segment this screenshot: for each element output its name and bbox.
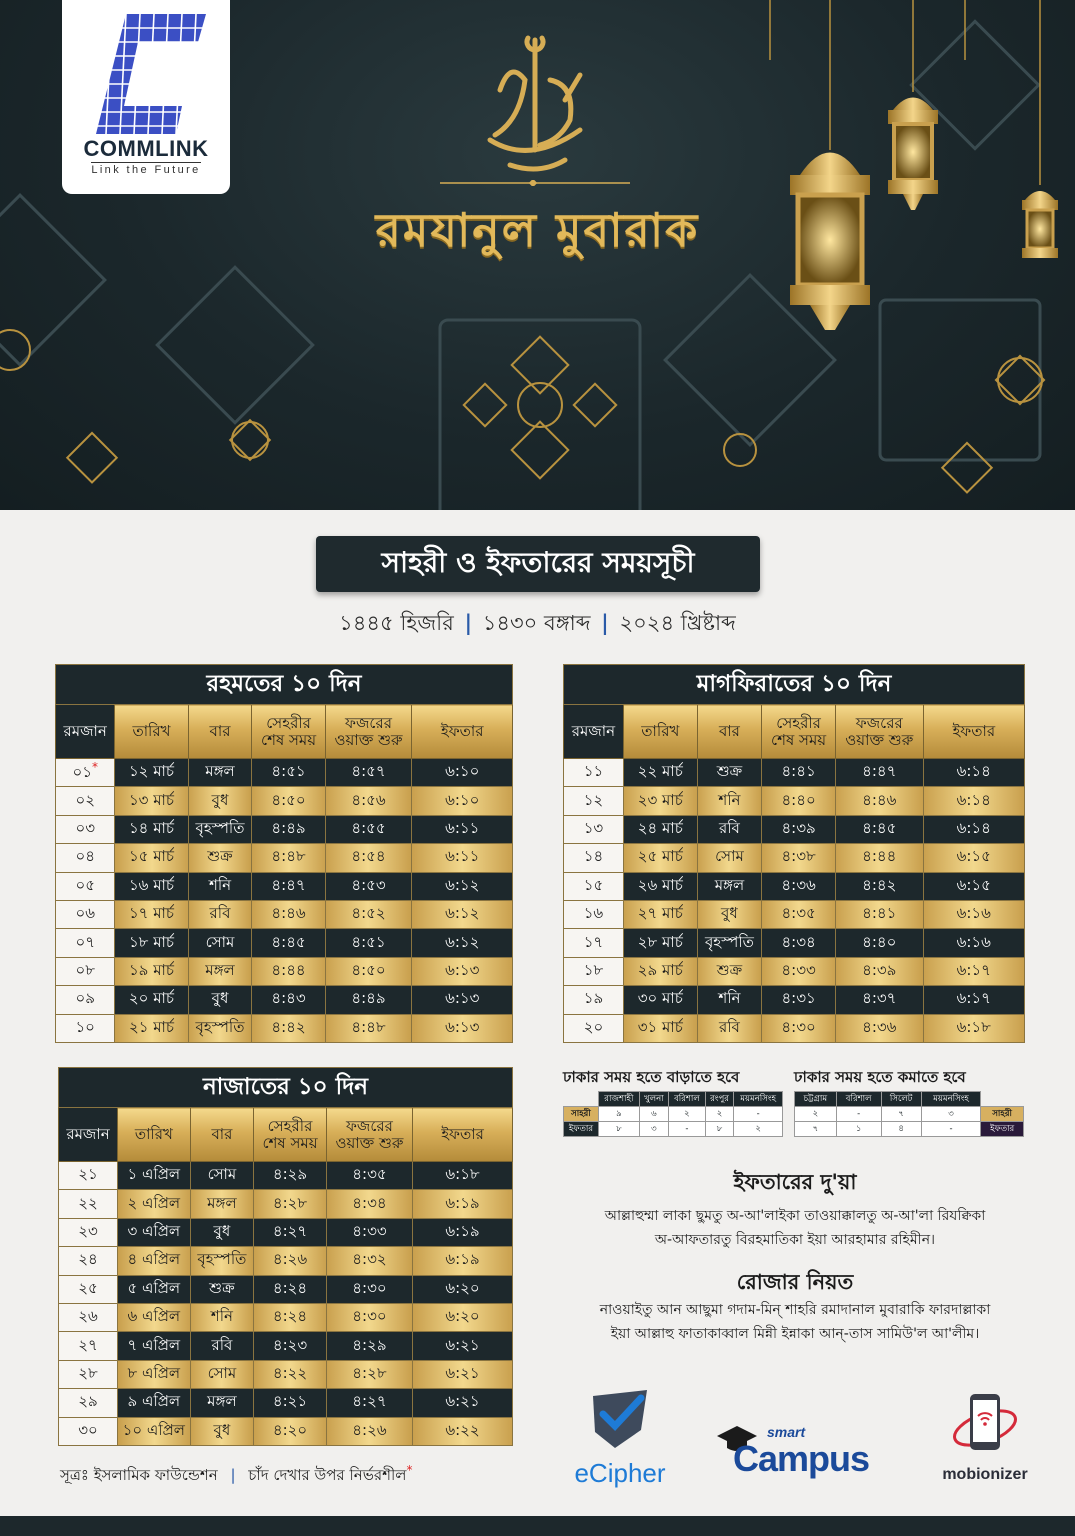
- niyat-title: রোজার নিয়ত: [736, 1269, 854, 1294]
- date-cell: ৩ এপ্রিল: [118, 1218, 191, 1246]
- sehri-cell: ৪:৪২: [252, 1014, 325, 1042]
- ramadan-day: ৩০: [59, 1417, 118, 1445]
- ramadan-day: ০৯: [56, 986, 115, 1014]
- ramadan-day: ১৬: [564, 900, 624, 928]
- date-cell: ২৯ মার্চ: [623, 957, 697, 985]
- sehri-cell: ৪:৩১: [762, 986, 836, 1014]
- city: সিলেট: [881, 1092, 921, 1107]
- day-cell: বৃহস্পতি: [190, 1247, 254, 1275]
- day-cell: রবি: [697, 815, 762, 843]
- schedule-title: সাহরী ও ইফতারের সময়সূচী: [316, 536, 760, 592]
- date-cell: ৩০ মার্চ: [623, 986, 697, 1014]
- commlink-c-icon: [86, 14, 206, 134]
- date-cell: ১৩ মার্চ: [115, 787, 188, 815]
- fajr-cell: ৪:২৮: [326, 1360, 412, 1388]
- date-cell: ২০ মার্চ: [115, 986, 188, 1014]
- day-cell: বুধ: [697, 900, 762, 928]
- day-cell: সোম: [188, 929, 252, 957]
- ramadan-day: ০৫: [56, 872, 115, 900]
- day-cell: শনি: [190, 1303, 254, 1331]
- year-hijri: ১৪৪৫ হিজরি: [339, 611, 454, 635]
- niyat-line: ইয়া আল্লাহু ফাতাকাব্বাল মিন্নী ইন্নাকা আন্-তাস সামিউ'ল আ'লীম।: [610, 1326, 980, 1342]
- ecipher-name: eCipher: [574, 1458, 666, 1488]
- date-cell: ৩১ মার্চ: [623, 1014, 697, 1042]
- table-row: [564, 759, 1025, 787]
- smartphone-wifi-icon: [950, 1390, 1020, 1460]
- date-cell: ২৫ মার্চ: [623, 844, 697, 872]
- day-cell: শুক্র: [190, 1275, 254, 1303]
- date-cell: ৪ এপ্রিল: [118, 1247, 191, 1275]
- col-date: তারিখ: [118, 1108, 191, 1162]
- sehri-cell: ৪:৩৬: [762, 872, 836, 900]
- fajr-cell: ৪:৫৬: [325, 787, 412, 815]
- sehri-cell: ৪:২৭: [254, 1218, 327, 1246]
- fajr-cell: ৪:২৯: [326, 1332, 412, 1360]
- sehri-cell: ৪:৩৯: [762, 815, 836, 843]
- date-cell: ৯ এপ্রিল: [118, 1389, 191, 1417]
- sehri-cell: ৪:৪৯: [252, 815, 325, 843]
- day-cell: বুধ: [190, 1218, 254, 1246]
- city: বরিশাল: [836, 1092, 881, 1107]
- col-iftar: ইফতার: [413, 1108, 513, 1162]
- ramadan-day: ২৭: [59, 1332, 118, 1360]
- maghfirat-table: [563, 664, 1025, 1043]
- table-row: [56, 872, 513, 900]
- table-row: [59, 1389, 513, 1417]
- table-row: [564, 900, 1025, 928]
- table-row: [56, 1014, 513, 1042]
- fajr-cell: ৪:৩০: [326, 1303, 412, 1331]
- adjust-sub-table: চট্টগ্রাম বরিশাল সিলেট ময়মনসিংহ ২ - ৭ ৩ সাহরী ৭ ১ ৪ - ইফতার: [794, 1091, 1024, 1137]
- date-cell: ২৪ মার্চ: [623, 815, 697, 843]
- date-cell: ২২ মার্চ: [623, 759, 697, 787]
- fajr-cell: ৪:৪২: [835, 872, 923, 900]
- day-cell: রবি: [697, 1014, 762, 1042]
- table-row: [564, 872, 1025, 900]
- year-line: [0, 607, 1075, 642]
- fajr-cell: ৪:৩৭: [835, 986, 923, 1014]
- table-row: [56, 957, 513, 985]
- fajr-cell: ৪:৫২: [325, 900, 412, 928]
- adjust-add-title: ঢাকার সময় হতে বাড়াতে হবে: [563, 1068, 740, 1086]
- iftar-cell: ৬:১৩: [412, 957, 513, 985]
- ramadan-day: ১১: [564, 759, 624, 787]
- dua-title: ইফতারের দু'য়া: [733, 1169, 857, 1194]
- table-row: [59, 1190, 513, 1218]
- fajr-cell: ৪:৩৪: [326, 1190, 412, 1218]
- date-cell: ১৪ মার্চ: [115, 815, 188, 843]
- iftar-cell: ৬:১৯: [413, 1247, 513, 1275]
- separator: |: [601, 610, 609, 635]
- table-row: [564, 1014, 1025, 1042]
- fajr-cell: ৪:৫৩: [325, 872, 412, 900]
- table-row: [56, 844, 513, 872]
- day-cell: সোম: [190, 1360, 254, 1388]
- ramadan-day: ১৩: [564, 815, 624, 843]
- ramadan-day: ০৮: [56, 957, 115, 985]
- table-row: [56, 815, 513, 843]
- sehri-label: সাহরী: [564, 1107, 599, 1122]
- table-row: [56, 759, 513, 787]
- iftar-cell: ৬:১৭: [923, 986, 1024, 1014]
- niyat-text: [555, 1298, 1035, 1346]
- col-fajr: ফজরের ওয়াক্ত শুরু: [326, 1108, 412, 1162]
- table-row: [59, 1162, 513, 1190]
- table-title: নাজাতের ১০ দিন: [59, 1068, 513, 1108]
- col-iftar: ইফতার: [923, 705, 1024, 759]
- col-day: বার: [697, 705, 762, 759]
- moon-note: চাঁদ দেখার উপর নির্ভরশীল: [248, 1466, 407, 1484]
- city: চট্টগ্রাম: [795, 1092, 837, 1107]
- day-cell: শুক্র: [188, 844, 252, 872]
- iftar-cell: ৬:১৪: [923, 815, 1024, 843]
- sehri-cell: ৪:২৮: [254, 1190, 327, 1218]
- fajr-cell: ৪:৩০: [326, 1275, 412, 1303]
- fajr-cell: ৪:৩৬: [835, 1014, 923, 1042]
- col-ramadan: রমজান: [564, 705, 624, 759]
- date-cell: ২৮ মার্চ: [623, 929, 697, 957]
- sehri-cell: ৪:২০: [254, 1417, 327, 1445]
- table-row: [59, 1218, 513, 1246]
- sehri-cell: ৪:৩৪: [762, 929, 836, 957]
- day-cell: মঙ্গল: [188, 759, 252, 787]
- table-row: [564, 787, 1025, 815]
- table-row: [56, 900, 513, 928]
- large-lantern-icon: [790, 153, 870, 331]
- ramadan-day: ২০: [564, 1014, 624, 1042]
- source-text: সূত্রঃ ইসলামিক ফাউন্ডেশন: [60, 1466, 218, 1484]
- ramadan-day: ০৪: [56, 844, 115, 872]
- table-row: [56, 986, 513, 1014]
- iftar-cell: ৬:১২: [412, 900, 513, 928]
- iftar-cell: ৬:১৬: [923, 929, 1024, 957]
- day-cell: সোম: [697, 844, 762, 872]
- iftar-cell: ৬:১৮: [923, 1014, 1024, 1042]
- city: খুলনা: [639, 1092, 668, 1107]
- sehri-cell: ৪:৩০: [762, 1014, 836, 1042]
- sehri-cell: ৪:৪৭: [252, 872, 325, 900]
- ramadan-day: ১৫: [564, 872, 624, 900]
- table-row: [564, 986, 1025, 1014]
- sehri-cell: ৪:৪৩: [252, 986, 325, 1014]
- fajr-cell: ৪:৪৭: [835, 759, 923, 787]
- smart-label: smart: [767, 1424, 806, 1440]
- day-cell: বৃহস্পতি: [188, 1014, 252, 1042]
- separator: |: [230, 1466, 236, 1484]
- fajr-cell: ৪:৪৫: [835, 815, 923, 843]
- campus-name: Campus: [733, 1438, 870, 1479]
- iftar-cell: ৬:১৩: [412, 1014, 513, 1042]
- ramadan-day: ২৮: [59, 1360, 118, 1388]
- ramadan-day: ১২: [564, 787, 624, 815]
- sehri-cell: ৪:৫০: [252, 787, 325, 815]
- ramadan-day: ২৬: [59, 1303, 118, 1331]
- col-sehri: সেহরীর শেষ সময়: [252, 705, 325, 759]
- ramadan-day: ২৫: [59, 1275, 118, 1303]
- date-cell: ২১ মার্চ: [115, 1014, 188, 1042]
- sehri-cell: ৪:৪৫: [252, 929, 325, 957]
- fajr-cell: ৪:৪৮: [325, 1014, 412, 1042]
- table-row: [59, 1275, 513, 1303]
- iftar-cell: ৬:১১: [412, 815, 513, 843]
- iftar-cell: ৬:২০: [413, 1303, 513, 1331]
- date-cell: ২৩ মার্চ: [623, 787, 697, 815]
- iftar-cell: ৬:২০: [413, 1275, 513, 1303]
- table-row: [59, 1247, 513, 1275]
- fajr-cell: ৪:৩৯: [835, 957, 923, 985]
- iftar-cell: ৬:১৫: [923, 844, 1024, 872]
- iftar-cell: ৬:১২: [412, 929, 513, 957]
- ramadan-day: ২৩: [59, 1218, 118, 1246]
- fajr-cell: ৪:৫০: [325, 957, 412, 985]
- separator: |: [464, 610, 473, 635]
- date-cell: ১৭ মার্চ: [115, 900, 188, 928]
- date-cell: ১২ মার্চ: [115, 759, 188, 787]
- iftar-cell: ৬:১৫: [923, 872, 1024, 900]
- date-cell: ১ এপ্রিল: [118, 1162, 191, 1190]
- year-bangla: ১৪৩০ বঙ্গাব্দ: [482, 611, 591, 635]
- fajr-cell: ৪:৩২: [326, 1247, 412, 1275]
- sehri-cell: ৪:৪১: [762, 759, 836, 787]
- commlink-logo: [62, 0, 230, 194]
- col-date: তারিখ: [623, 705, 697, 759]
- col-ramadan: রমজান: [56, 705, 115, 759]
- date-cell: ৬ এপ্রিল: [118, 1303, 191, 1331]
- table-title: মাগফিরাতের ১০ দিন: [564, 665, 1025, 705]
- col-day: বার: [188, 705, 252, 759]
- col-day: বার: [190, 1108, 254, 1162]
- rahmat-table: [55, 664, 513, 1043]
- table-row: [564, 844, 1025, 872]
- fajr-cell: ৪:৩৩: [326, 1218, 412, 1246]
- fajr-cell: ৪:৪১: [835, 900, 923, 928]
- iftar-cell: ৬:১০: [412, 759, 513, 787]
- day-cell: শনি: [697, 986, 762, 1014]
- day-cell: রবি: [188, 900, 252, 928]
- niyat-line: নাওয়াইতু আন আছুমা গদাম-মিন্ শাহরি রমাদানাল মুবারাকি ফারদাল্লাকা: [599, 1302, 991, 1318]
- ramadan-day: ২৯: [59, 1389, 118, 1417]
- day-cell: সোম: [190, 1162, 254, 1190]
- sehri-cell: ৪:৩৩: [762, 957, 836, 985]
- table-row: [564, 929, 1025, 957]
- shield-icon: [585, 1390, 655, 1452]
- fajr-cell: ৪:৫৪: [325, 844, 412, 872]
- date-cell: ১৫ মার্চ: [115, 844, 188, 872]
- ramadan-day: ১৯: [564, 986, 624, 1014]
- iftar-label: ইফতার: [564, 1122, 599, 1137]
- sehri-cell: ৪:৫১: [252, 759, 325, 787]
- sehri-cell: ৪:৪০: [762, 787, 836, 815]
- sehri-label: সাহরী: [981, 1107, 1024, 1122]
- iftar-cell: ৬:১৯: [413, 1218, 513, 1246]
- col-fajr: ফজরের ওয়াক্ত শুরু: [325, 705, 412, 759]
- iftar-cell: ৬:১৪: [923, 787, 1024, 815]
- ramadan-day: ২৪: [59, 1247, 118, 1275]
- iftar-cell: ৬:২১: [413, 1360, 513, 1388]
- day-cell: বৃহস্পতি: [697, 929, 762, 957]
- day-cell: শনি: [697, 787, 762, 815]
- city: রংপুর: [705, 1092, 733, 1107]
- ramadan-day: ১৭: [564, 929, 624, 957]
- iftar-cell: ৬:১৪: [923, 759, 1024, 787]
- asterisk: *: [406, 1463, 413, 1477]
- day-cell: বুধ: [190, 1417, 254, 1445]
- sehri-cell: ৪:২৯: [254, 1162, 327, 1190]
- iftar-cell: ৬:১১: [412, 844, 513, 872]
- date-cell: ৫ এপ্রিল: [118, 1275, 191, 1303]
- iftar-cell: ৬:১৩: [412, 986, 513, 1014]
- sehri-cell: ৪:২৪: [254, 1303, 327, 1331]
- ramadan-day: ১৮: [564, 957, 624, 985]
- fajr-cell: ৪:৪৪: [835, 844, 923, 872]
- asterisk: *: [91, 759, 98, 774]
- table-row: [56, 787, 513, 815]
- ramadan-day: ০৩: [56, 815, 115, 843]
- iftar-cell: ৬:১৯: [413, 1190, 513, 1218]
- ramadan-day: ০২: [56, 787, 115, 815]
- sehri-cell: ৪:৪৮: [252, 844, 325, 872]
- adjust-sub-title: ঢাকার সময় হতে কমাতে হবে: [794, 1068, 966, 1086]
- table-title: রহমতের ১০ দিন: [56, 665, 513, 705]
- col-sehri: সেহরীর শেষ সময়: [762, 705, 836, 759]
- iftar-cell: ৬:২১: [413, 1332, 513, 1360]
- table-row: [59, 1332, 513, 1360]
- hero-title: রমযানুল মুবারাক: [375, 203, 700, 257]
- date-cell: ১৮ মার্চ: [115, 929, 188, 957]
- table-row: [564, 957, 1025, 985]
- iftar-cell: ৬:১২: [412, 872, 513, 900]
- sehri-cell: ৪:৩৫: [762, 900, 836, 928]
- fajr-cell: ৪:২৬: [326, 1417, 412, 1445]
- year-gregorian: ২০২৪ খ্রিষ্টাব্দ: [619, 611, 736, 635]
- sehri-cell: ৪:২৪: [254, 1275, 327, 1303]
- day-cell: বুধ: [188, 787, 252, 815]
- day-cell: শনি: [188, 872, 252, 900]
- table-row: [59, 1303, 513, 1331]
- date-cell: ২৭ মার্চ: [623, 900, 697, 928]
- date-cell: ২ এপ্রিল: [118, 1190, 191, 1218]
- table-row: [564, 815, 1025, 843]
- day-cell: শুক্র: [697, 759, 762, 787]
- sehri-cell: ৪:৪৬: [252, 900, 325, 928]
- medium-lantern-icon: [888, 98, 938, 211]
- day-cell: মঙ্গল: [697, 872, 762, 900]
- table-row: [59, 1360, 513, 1388]
- table-row: [59, 1417, 513, 1445]
- date-cell: ১৬ মার্চ: [115, 872, 188, 900]
- date-cell: ২৬ মার্চ: [623, 872, 697, 900]
- ramadan-day: ০৭: [56, 929, 115, 957]
- hero-banner: [0, 0, 1075, 510]
- ramadan-day: ১০: [56, 1014, 115, 1042]
- brand-tagline: Link the Future: [91, 164, 201, 176]
- day-cell: বুধ: [188, 986, 252, 1014]
- col-iftar: ইফতার: [412, 705, 513, 759]
- small-lantern-icon: [1022, 191, 1058, 258]
- fajr-cell: ৪:৪৬: [835, 787, 923, 815]
- ramadan-day: ০১*: [56, 759, 115, 787]
- iftar-label: ইফতার: [981, 1122, 1024, 1137]
- fajr-cell: ৪:৪৯: [325, 986, 412, 1014]
- col-ramadan: রমজান: [59, 1108, 118, 1162]
- iftar-cell: ৬:২১: [413, 1389, 513, 1417]
- city: ময়মনসিংহ: [921, 1092, 981, 1107]
- city: বরিশাল: [669, 1092, 706, 1107]
- sehri-cell: ৪:২২: [254, 1360, 327, 1388]
- fajr-cell: ৪:৪০: [835, 929, 923, 957]
- col-date: তারিখ: [115, 705, 188, 759]
- day-cell: মঙ্গল: [190, 1389, 254, 1417]
- fajr-cell: ৪:৫৭: [325, 759, 412, 787]
- fajr-cell: ৪:২৭: [326, 1389, 412, 1417]
- mobionizer-name: mobionizer: [942, 1466, 1028, 1483]
- iftar-cell: ৬:১৭: [923, 957, 1024, 985]
- iftar-cell: ৬:১৮: [413, 1162, 513, 1190]
- sehri-cell: ৪:৩৮: [762, 844, 836, 872]
- ornament-divider: [440, 180, 630, 186]
- col-fajr: ফজরের ওয়াক্ত শুরু: [835, 705, 923, 759]
- date-cell: ১০ এপ্রিল: [118, 1417, 191, 1445]
- adjust-add-table: রাজশাহী খুলনা বরিশাল রংপুর ময়মনসিংহ সাহরী ৯ ৬ ২ ২ - ইফতার ৮ ৩ - ৮ ২: [563, 1091, 783, 1137]
- mobionizer-logo: [930, 1390, 1040, 1484]
- day-cell: রবি: [190, 1332, 254, 1360]
- iftar-cell: ৬:১৬: [923, 900, 1024, 928]
- fajr-cell: ৪:৫৫: [325, 815, 412, 843]
- ecipher-logo: [560, 1390, 680, 1489]
- ramadan-mubarak-calligraphy-icon: [470, 30, 600, 180]
- city: রাজশাহী: [598, 1092, 639, 1107]
- day-cell: মঙ্গল: [190, 1190, 254, 1218]
- source-note: [60, 1463, 412, 1489]
- dua-text: [555, 1204, 1035, 1252]
- ramadan-day: ২২: [59, 1190, 118, 1218]
- day-cell: মঙ্গল: [188, 957, 252, 985]
- city: ময়মনসিংহ: [734, 1092, 783, 1107]
- dua-line: আল্লাহুম্মা লাকা ছুমতু অ-আ'লাইকা তাওয়াক্কালতু অ-আ'লা রিযক্বিকা: [604, 1208, 986, 1224]
- najat-table: [58, 1067, 513, 1446]
- dua-line: অ-আফতারতু বিরহমাতিকা ইয়া আরহামার রহিমীন।: [654, 1232, 936, 1248]
- sehri-cell: ৪:২১: [254, 1389, 327, 1417]
- iftar-cell: ৬:২২: [413, 1417, 513, 1445]
- day-cell: শুক্র: [697, 957, 762, 985]
- col-sehri: সেহরীর শেষ সময়: [254, 1108, 327, 1162]
- ramadan-day: ২১: [59, 1162, 118, 1190]
- date-cell: ১৯ মার্চ: [115, 957, 188, 985]
- table-row: [56, 929, 513, 957]
- sehri-cell: ৪:২৩: [254, 1332, 327, 1360]
- footer-bar: [0, 1516, 1075, 1536]
- ramadan-day: ০৬: [56, 900, 115, 928]
- ramadan-day: ১৪: [564, 844, 624, 872]
- lanterns-decoration: [760, 0, 1075, 340]
- iftar-cell: ৬:১০: [412, 787, 513, 815]
- sehri-cell: ৪:২৬: [254, 1247, 327, 1275]
- fajr-cell: ৪:৩৫: [326, 1162, 412, 1190]
- date-cell: ৮ এপ্রিল: [118, 1360, 191, 1388]
- date-cell: ৭ এপ্রিল: [118, 1332, 191, 1360]
- fajr-cell: ৪:৫১: [325, 929, 412, 957]
- brand-name: COMMLINK: [83, 136, 209, 161]
- day-cell: বৃহস্পতি: [188, 815, 252, 843]
- sehri-cell: ৪:৪৪: [252, 957, 325, 985]
